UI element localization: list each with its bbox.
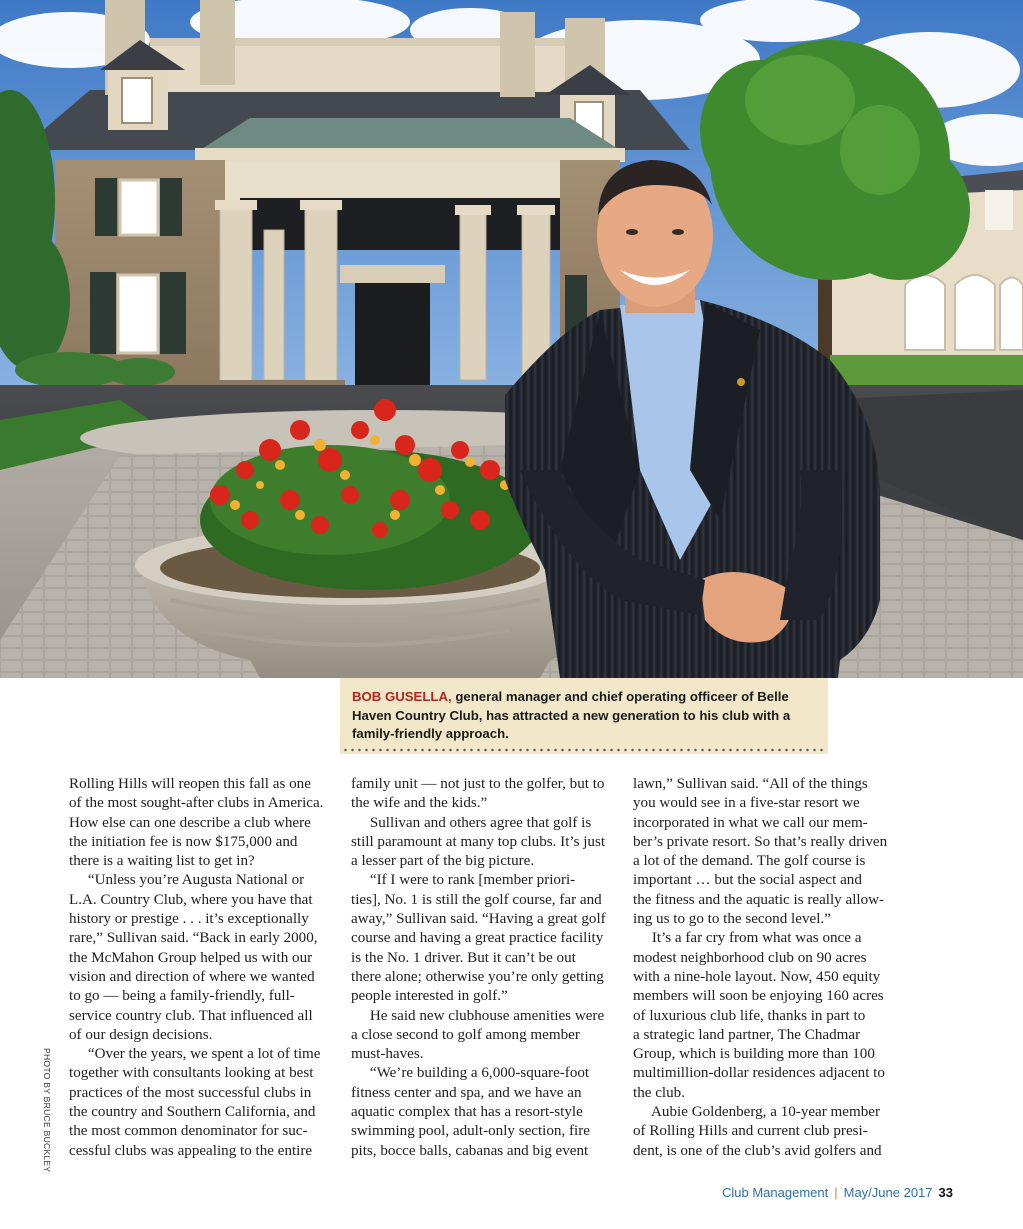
text-line: aquatic complex that has a resort-style xyxy=(351,1104,583,1121)
text-line: must-haves. xyxy=(351,1046,424,1063)
text-line: modest neighborhood club on 90 acres xyxy=(633,949,867,966)
text-line: the wife and the kids.” xyxy=(351,795,488,812)
text-line: of Rolling Hills and current club presi- xyxy=(633,1123,868,1140)
footer-separator: | xyxy=(834,1185,838,1200)
text-line: “Unless you’re Augusta National or xyxy=(69,872,305,889)
text-line: members will soon be enjoying 160 acres xyxy=(633,988,884,1005)
text-line: there alone; otherwise you’re only getting xyxy=(351,968,604,985)
text-line: of the most sought-after clubs in America. xyxy=(69,795,324,812)
caption-name: BOB GUSELLA, xyxy=(352,689,452,704)
text-line: ing us to go to the second level.” xyxy=(633,911,831,928)
text-line: “If I were to rank [member priori- xyxy=(351,872,576,889)
article-column-3 xyxy=(633,775,899,1161)
text-line: ber’s private resort. So that’s really driven xyxy=(633,833,888,850)
text-line: you would see in a five-star resort we xyxy=(633,795,860,812)
article-column-1 xyxy=(69,775,335,1161)
issue-date: May/June 2017 xyxy=(843,1185,933,1200)
article-column-2 xyxy=(351,775,617,1161)
text-line: How else can one describe a club where xyxy=(69,814,311,831)
text-line: rare,” Sullivan said. “Back in early 2000, xyxy=(69,930,318,947)
text-line: the McMahon Group helped us with our xyxy=(69,949,313,966)
text-line: there is a waiting list to get in? xyxy=(69,853,255,870)
text-line: Rolling Hills will reopen this fall as one xyxy=(69,776,311,792)
text-line: is the No. 1 driver. But it can’t be out xyxy=(351,949,576,966)
text-line: a strategic land partner, The Chadmar xyxy=(633,1026,861,1043)
text-line: the club. xyxy=(633,1084,685,1101)
text-line: important … but the social aspect and xyxy=(633,872,862,889)
text-line: the fitness and the aquatic is really allow- xyxy=(633,891,885,908)
text-line: ties], No. 1 is still the golf course, far and xyxy=(351,891,602,908)
photo-caption xyxy=(340,678,828,754)
text-line: He said new clubhouse amenities were xyxy=(351,1007,605,1024)
text-line: people interested in golf.” xyxy=(351,988,508,1005)
photo-credit: PHOTO BY BRUCE BUCKLEY xyxy=(42,1048,52,1173)
text-line: Sullivan and others agree that golf is xyxy=(351,814,592,831)
text-line: L.A. Country Club, where you have that xyxy=(69,891,313,908)
text-line: a lesser part of the big picture. xyxy=(351,853,535,870)
text-line: still paramount at many top clubs. It’s just xyxy=(351,833,606,850)
text-line: the most common denominator for suc- xyxy=(69,1123,308,1140)
text-line: a close second to golf among member xyxy=(351,1026,580,1043)
text-line: cessful clubs was appealing to the entire xyxy=(69,1142,313,1159)
caption-dotted-rule xyxy=(342,748,826,752)
text-line: “Over the years, we spent a lot of time xyxy=(69,1046,321,1063)
page-number: 33 xyxy=(938,1185,953,1200)
text-line: together with consultants looking at best xyxy=(69,1065,314,1082)
text-line: of our design decisions. xyxy=(69,1026,213,1043)
publication-name: Club Management xyxy=(722,1185,829,1200)
text-line: with a nine-hole layout. Now, 450 equity xyxy=(633,968,881,985)
text-line: Aubie Goldenberg, a 10-year member xyxy=(633,1104,881,1121)
caption-text: general manager and chief operating officeer of Belle Haven Country Club, has attracted a new generation to his club with a family-friendly approach. xyxy=(352,689,791,741)
text-line: of luxurious club life, thanks in part to xyxy=(633,1007,866,1024)
text-line: Group, which is building more than 100 xyxy=(633,1046,875,1063)
text-line: practices of the most successful clubs in xyxy=(69,1084,312,1101)
text-line: incorporated in what we call our mem- xyxy=(633,814,868,831)
text-line: a lot of the demand. The golf course is xyxy=(633,853,866,870)
text-line: multimillion-dollar residences adjacent to xyxy=(633,1065,885,1082)
text-line: swimming pool, adult-only section, fire xyxy=(351,1123,590,1140)
text-line: dent, is one of the club’s avid golfers and xyxy=(633,1142,882,1159)
text-line: the initiation fee is now $175,000 and xyxy=(69,833,298,850)
text-line: vision and direction of where we wanted xyxy=(69,968,315,985)
text-line: “We’re building a 6,000-square-foot xyxy=(351,1065,590,1082)
text-line: family unit — not just to the golfer, but to xyxy=(351,776,605,792)
text-line: away,” Sullivan said. “Having a great golf xyxy=(351,911,606,928)
text-line: pits, bocce balls, cabanas and big event xyxy=(351,1142,589,1159)
page-footer xyxy=(722,1185,953,1200)
text-line: course and having a great practice facility xyxy=(351,930,604,947)
text-line: It’s a far cry from what was once a xyxy=(633,930,862,947)
text-line: service country club. That influenced all xyxy=(69,1007,313,1024)
text-line: lawn,” Sullivan said. “All of the things xyxy=(633,776,868,792)
text-line: fitness center and spa, and we have an xyxy=(351,1084,582,1101)
text-line: to go — being a family-friendly, full- xyxy=(69,988,295,1005)
text-line: history or prestige . . . it’s exceptionally xyxy=(69,911,309,928)
text-line: the country and Southern California, and xyxy=(69,1104,316,1121)
